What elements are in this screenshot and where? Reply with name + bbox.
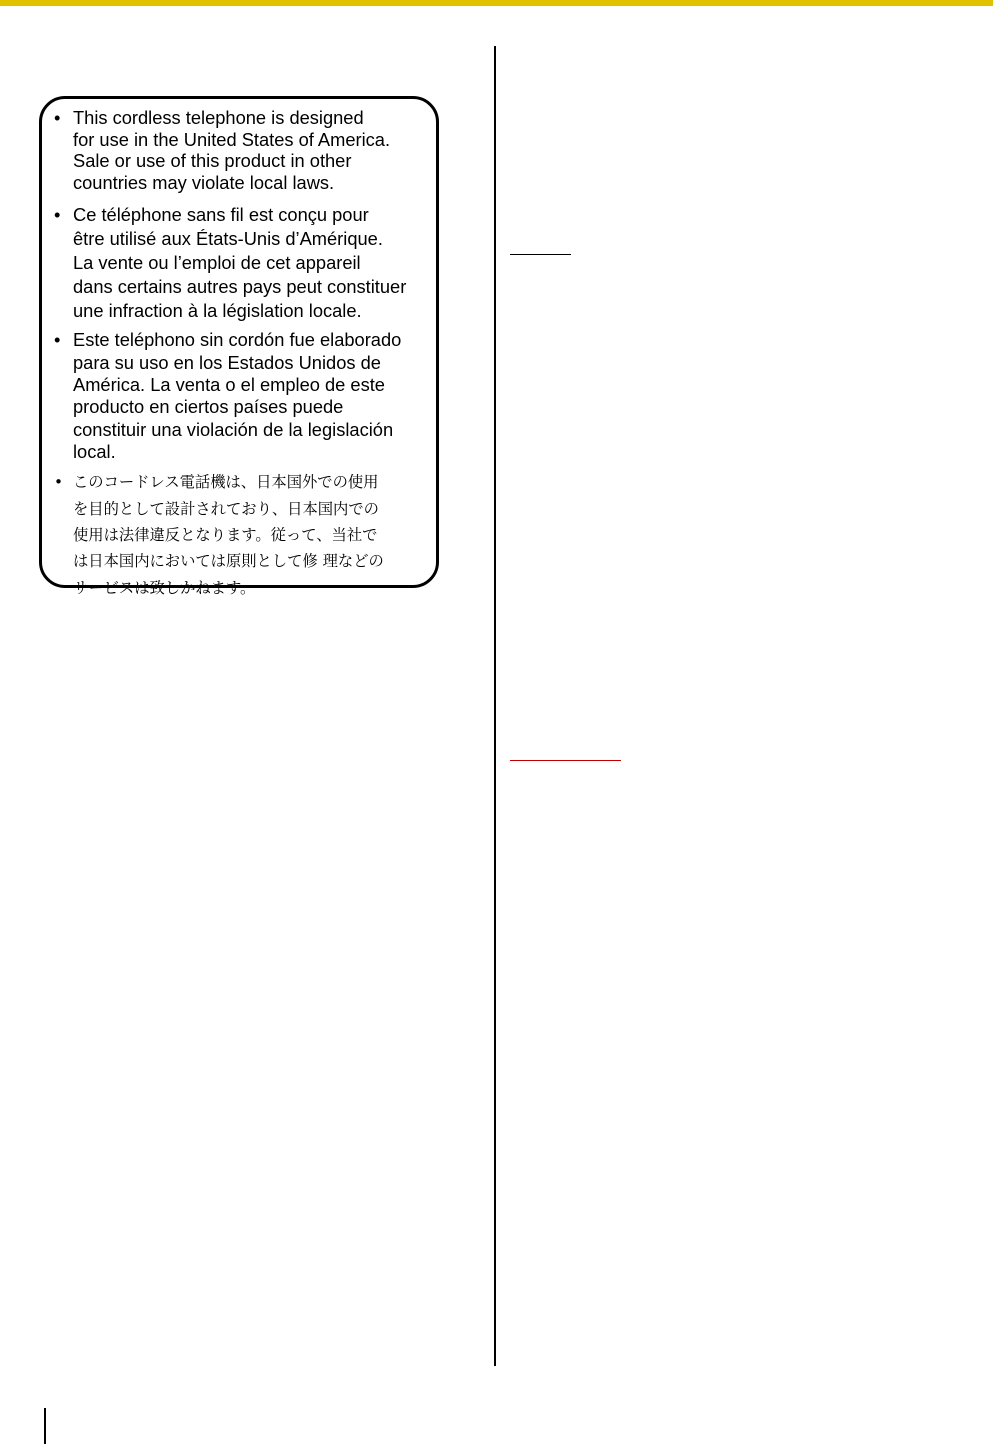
regional-use-notice-box <box>39 96 439 597</box>
bullet-icon: • <box>54 204 61 226</box>
notice-line: Ce téléphone sans fil est conçu pour <box>73 204 369 226</box>
notice-line: Este teléphono sin cordón fue elaborado <box>73 329 402 351</box>
bullet-icon: • <box>54 473 64 492</box>
section-rule-red <box>510 760 621 761</box>
notice-item-spanish <box>54 329 426 463</box>
section-rule <box>510 254 571 255</box>
page-margin-mark <box>44 1408 46 1444</box>
notice-line: être utilisé aux États-Unis d’Amérique. <box>73 228 383 250</box>
notice-line: サービスは致しかねます。 <box>73 578 256 597</box>
notice-line: une infraction à la législation locale. <box>73 300 362 322</box>
notice-line: countries may violate local laws. <box>73 171 335 193</box>
notice-line: 使用は法律違反となります。従って、当社で <box>73 525 378 544</box>
notice-line: を目的として設計されており、日本国内での <box>73 499 379 518</box>
notice-list <box>54 107 426 601</box>
notice-line: producto en ciertos países puede <box>73 396 344 418</box>
notice-line: このコードレス電話機は、日本国外での使用 <box>73 473 379 492</box>
notice-line: は日本国内においては原則として修 理などの <box>73 552 384 571</box>
column-divider <box>494 46 496 1366</box>
notice-line: local. <box>73 440 116 462</box>
bullet-icon: • <box>54 329 61 351</box>
notice-line: La vente ou l’emploi de cet appareil <box>73 252 361 274</box>
notice-item-french <box>54 203 426 323</box>
notice-line: dans certains autres pays peut constituer <box>73 276 407 298</box>
notice-line: constituir una violación de la legislación <box>73 418 394 440</box>
notice-line: for use in the United States of America. <box>73 128 391 150</box>
notice-line: América. La venta o el empleo de este <box>73 373 385 395</box>
notice-line: This cordless telephone is designed <box>73 107 364 128</box>
notice-item-english <box>54 107 426 193</box>
header-color-bar <box>0 0 993 6</box>
notice-line: para su uso en los Estados Unidos de <box>73 351 381 373</box>
notice-item-japanese <box>54 469 426 601</box>
bullet-icon: • <box>54 107 61 128</box>
notice-line: Sale or use of this product in other <box>73 150 352 172</box>
